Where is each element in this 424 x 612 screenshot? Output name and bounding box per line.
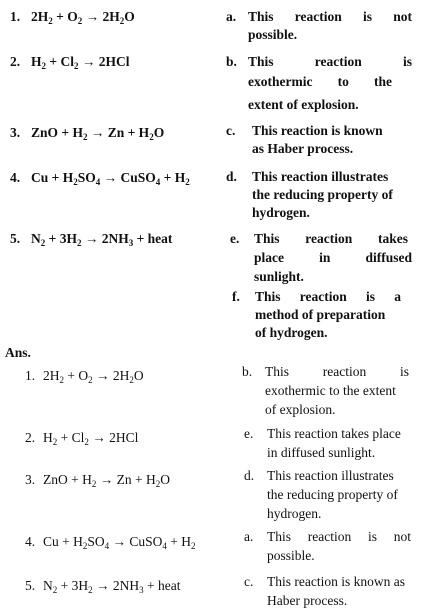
statement-e-line-2: place in diffused [254, 250, 412, 265]
statement-d-line-3: hydrogen. [252, 205, 310, 220]
statement-b-line-3: extent of explosion. [248, 97, 359, 112]
statement-d-letter: d. [226, 169, 237, 184]
answer-row-3-letter: d. [244, 468, 255, 483]
statement-e-letter: e. [230, 231, 240, 246]
answer-row-3-number: 3. [25, 472, 36, 487]
question-equation-2: $H_2 + Cl_2 \to 2HCl$ [31, 54, 130, 71]
answer-row-2-number: 2. [25, 430, 36, 445]
question-equation-5-number: 5. [10, 231, 21, 246]
answer-row-4-line-2: possible. [267, 548, 315, 563]
statement-b-line-1: This reaction is [248, 54, 412, 69]
answer-row-2-equation: $H_2 + Cl_2 \to 2HCl$ [43, 430, 139, 447]
question-equation-5: $N_2 + 3H_2 \to 2NH_3$ + heat [31, 231, 173, 248]
statement-c-line-2: as Haber process. [252, 141, 354, 156]
answer-row-5-number: 5. [25, 578, 36, 593]
statement-c-letter: c. [226, 123, 236, 138]
answer-row-1-number: 1. [25, 368, 36, 383]
question-equation-2-number: 2. [10, 54, 21, 69]
answer-row-4-number: 4. [25, 534, 36, 549]
answer-row-4-line-1: This reaction is not [267, 529, 411, 544]
question-equation-1-number: 1. [10, 9, 21, 24]
statement-e-line-3: sunlight. [254, 269, 304, 284]
answer-row-5-line-1: This reaction is known as [267, 574, 405, 589]
statement-a-line-2: possible. [248, 27, 298, 42]
answer-heading: Ans. [5, 345, 31, 360]
statement-f-letter: f. [232, 289, 240, 304]
statement-d-line-1: This reaction illustrates [252, 169, 389, 184]
question-equation-3: ZnO + $H_2 \to Zn + H_2O$ [31, 125, 165, 142]
statement-c-line-1: This reaction is known [252, 123, 383, 138]
answer-row-4-equation: $Cu + H_2SO_4$ → CuSO$_4$ + $H_2$ [43, 534, 196, 551]
answer-row-3-line-1: This reaction illustrates [267, 468, 394, 483]
statement-a-line-1: This reaction is not [248, 9, 412, 24]
answer-row-5-letter: c. [244, 574, 254, 589]
statement-e-line-1: This reaction takes [254, 231, 408, 246]
question-equation-4: $Cu + H_2SO_4$ → CuSO$_4$ + $H_2$ [31, 170, 190, 187]
statement-f-line-3: of hydrogen. [255, 325, 328, 340]
answer-row-2-letter: e. [244, 426, 254, 441]
statement-b-line-2: exothermic to the [248, 74, 392, 89]
answer-row-3-equation: ZnO + $H_2 \to Zn + H_2O$ [43, 472, 170, 489]
statement-b-letter: b. [226, 54, 237, 69]
question-equation-1: $2H_2 + O_2 \to 2H_2O$ [31, 9, 135, 26]
answer-row-1-letter: b. [242, 364, 253, 379]
question-equation-4-number: 4. [10, 170, 21, 185]
answer-row-5-equation: $N_2 + 3H_2 \to 2NH_3$ + heat [43, 578, 181, 595]
statement-d-line-2: the reducing property of [252, 187, 393, 202]
answer-row-3-line-3: hydrogen. [267, 506, 322, 521]
answer-row-1-equation: $2H_2 + O_2 \to 2H_2O$ [43, 368, 144, 385]
answer-row-2-line-2: in diffused sunlight. [267, 445, 376, 460]
answer-row-3-line-2: the reducing property of [267, 487, 398, 502]
answer-row-1-line-2: exothermic to the extent [265, 383, 396, 398]
statement-a-letter: a. [226, 9, 237, 24]
statement-f-line-2: method of preparation [255, 307, 386, 322]
answer-row-1-line-3: of explosion. [265, 402, 336, 417]
statement-f-line-1: This reaction is a [255, 289, 401, 304]
answer-row-2-line-1: This reaction takes place [267, 426, 401, 441]
answer-row-4-letter: a. [244, 529, 254, 544]
question-equation-3-number: 3. [10, 125, 21, 140]
answer-row-5-line-2: Haber process. [267, 593, 348, 608]
answer-row-1-line-1: This reaction is [265, 364, 409, 379]
